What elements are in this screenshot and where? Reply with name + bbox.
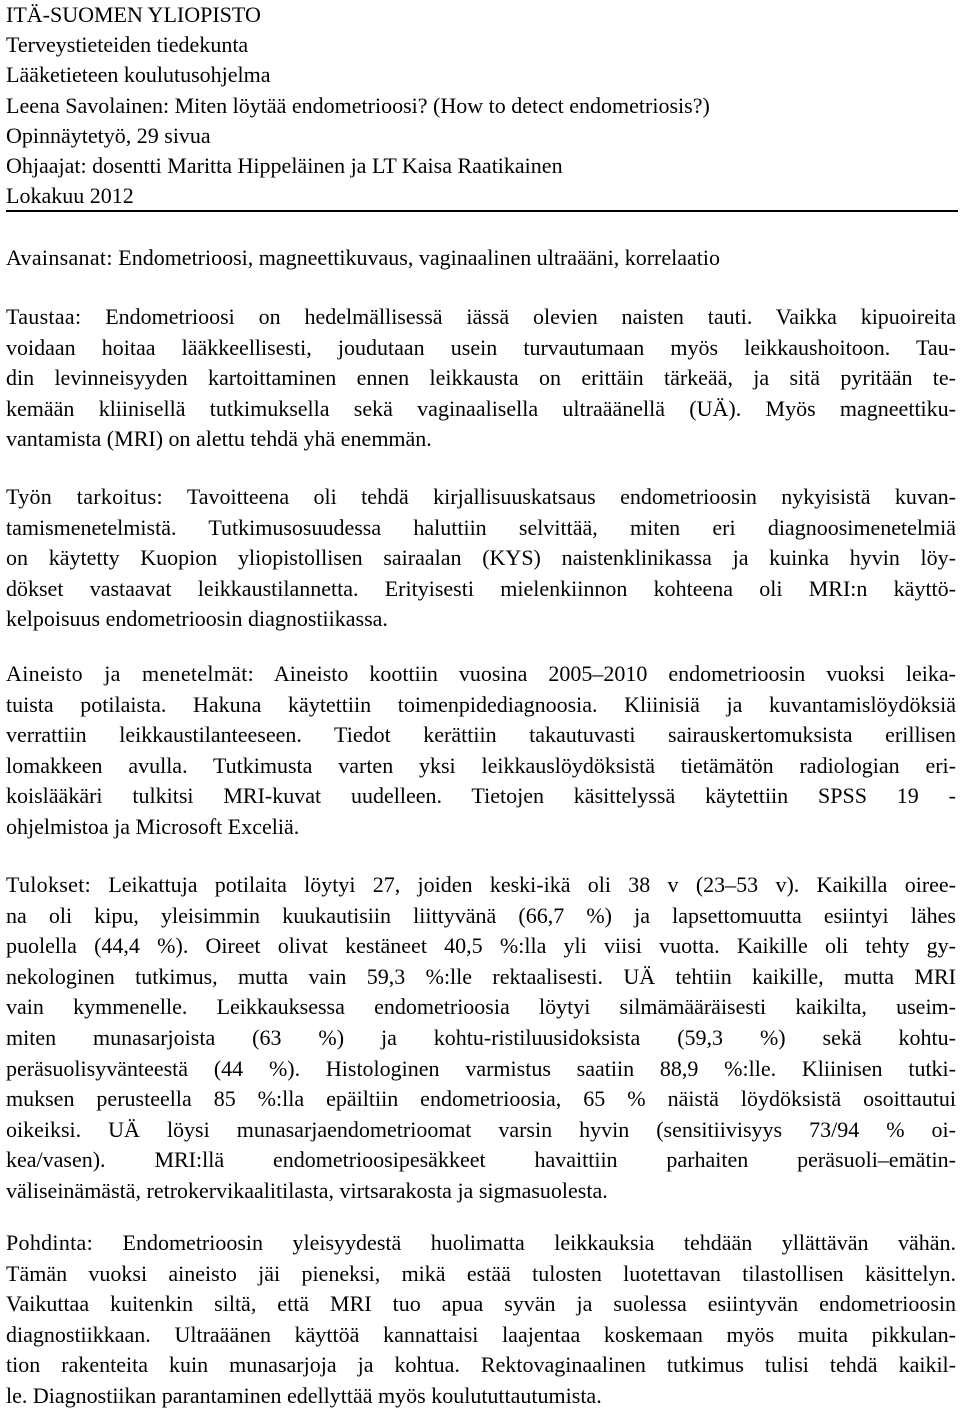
discussion-line: le. Diagnostiikan parantaminen edellyttää myös koulututtautumista. (6, 1382, 602, 1408)
programme-name: Lääketieteen koulutusohjelma (6, 62, 271, 88)
aim-label: Työn tarkoitus: (6, 484, 163, 509)
results-line: muksen perusteella 85 %:lla epäiltiin endometrioosia, 65 % näistä löydöksistä osoittautui (6, 1086, 956, 1112)
results-line: vain kymmenelle. Leikkauksessa endometrioosia löytyi silmämääräisesti kaikilta, useim- (6, 994, 956, 1020)
thesis-header (6, 0, 956, 211)
background-line: din levinneisyyden kartoittaminen ennen leikkausta on erittäin tärkeää, ja sitä pyritään te- (6, 365, 956, 391)
background-label: Taustaa: (6, 304, 82, 329)
aim-line: Tavoitteena oli tehdä kirjallisuuskatsaus endometrioosin nykyisistä kuvan- (162, 484, 956, 509)
results-line: miten munasarjoista (63 %) ja kohtu-ristiluusidoksista (59,3 %) sekä kohtu- (6, 1024, 956, 1050)
discussion-section (6, 1228, 956, 1412)
methods-line: verrattiin leikkaustilanteeseen. Tiedot kerättiin takautuvasti sairauskertomuksista erillisen (6, 722, 956, 748)
results-line: peräsuolisyvänteestä (44 %). Histologinen varmistus saatiin 88,9 %:lle. Kliinisen tutki- (6, 1055, 956, 1081)
results-label: Tulokset: (6, 872, 92, 897)
aim-section (6, 482, 956, 635)
results-line: na oli kipu, yleisimmin kuukautisiin liittyvänä (66,7 %) ja lapsettomuutta esiintyi lähes (6, 902, 956, 928)
university-name: ITÄ-SUOMEN YLIOPISTO (6, 2, 261, 27)
faculty-name: Terveystieteiden tiedekunta (6, 32, 249, 58)
aim-line: kelpoisuus endometrioosin diagnostiikassa. (6, 606, 388, 632)
aim-line: tamismenetelmistä. Tutkimusosuudessa haluttiin selvittää, miten eri diagnoosimenetelmiä (6, 514, 956, 540)
discussion-label: Pohdinta: (6, 1230, 94, 1255)
methods-section (6, 659, 956, 843)
thesis-supervisors: Ohjaajat: dosentti Maritta Hippeläinen ja LT Kaisa Raatikainen (6, 153, 563, 179)
methods-line: lomakkeen avulla. Tutkimusta varten yksi leikkauslöydöksistä tietämätön radiologian eri- (6, 752, 956, 778)
background-line: vantamista (MRI) on alettu tehdä yhä enemmän. (6, 426, 432, 452)
results-line: kea/vasen). MRI:llä endometrioosipesäkkeet havaittiin parhaiten peräsuoli–emätin- (6, 1147, 956, 1173)
results-line: oikeiksi. UÄ löysi munasarjaendometrioomat varsin hyvin (sensitiivisyys 73/94 % oi- (6, 1116, 956, 1142)
author-and-title: Leena Savolainen: Miten löytää endometrioosi? (How to detect endometriosis?) (6, 92, 710, 118)
results-line: puolella (44,4 %). Oireet olivat kestäneet 40,5 %:lla yli viisi vuotta. Kaikille oli tehty gy- (6, 933, 956, 959)
background-line: Endometrioosi on hedelmällisessä iässä olevien naisten tauti. Vaikka kipuoireita (81, 304, 956, 329)
keywords-section (6, 243, 956, 274)
background-section (6, 302, 956, 455)
results-line: nekologinen tutkimus, mutta vain 59,3 %:lle rektaalisesti. UÄ tehtiin kaikille, mutta MRI (6, 963, 956, 989)
aim-line: on käytetty Kuopion yliopistollisen sairaalan (KYS) naistenklinikassa ja kuinka hyvin löy- (6, 545, 956, 571)
methods-line: koislääkäri tulkitsi MRI-kuvat uudelleen. Tietojen käsittelyssä käytettiin SPSS 19 - (6, 783, 956, 809)
discussion-line: tion rakenteita kuin munasarjoja ja kohtua. Rektovaginaalinen tutkimus tulisi tehdä kaikil- (6, 1352, 956, 1378)
methods-line: Aineisto koottiin vuosina 2005–2010 endometrioosin vuoksi leika- (254, 661, 956, 686)
thesis-date: Lokakuu 2012 (6, 183, 134, 209)
discussion-line: Tämän vuoksi aineisto jäi pieneksi, mikä estää tulosten luotettavan tilastollisen käsittelyn. (6, 1260, 956, 1286)
methods-line: ohjelmistoa ja Microsoft Exceliä. (6, 813, 300, 839)
discussion-line: Vaikuttaa kuitenkin siltä, että MRI tuo apua syvän ja suolessa esiintyvän endometrioosin (6, 1291, 956, 1317)
discussion-line: Endometrioosin yleisyydestä huolimatta leikkauksia tehdään yllättävän vähän. (93, 1230, 956, 1255)
results-line: Leikattuja potilaita löytyi 27, joiden keski-ikä oli 38 v (23–53 v). Kaikilla oiree- (91, 872, 956, 897)
thesis-page-count: Opinnäytetyö, 29 sivua (6, 122, 211, 148)
methods-label: Aineisto ja menetelmät: (6, 661, 255, 686)
discussion-line: diagnostiikkaan. Ultraäänen käyttöä kannattaisi laajentaa koskemaan myös muita pikkulan- (6, 1321, 956, 1347)
results-line: väliseinämästä, retrokervikaalitilasta, virtsarakosta ja sigmasuolesta. (6, 1177, 608, 1203)
header-divider (6, 210, 958, 212)
keywords-label: Avainsanat: (6, 245, 113, 270)
results-section (6, 870, 956, 1207)
background-line: voidaan hoitaa lääkkeellisesti, joudutaan usein turvautumaan myös leikkaushoitoon. Tau- (6, 334, 956, 360)
background-line: kemään kliinisellä tutkimuksella sekä vaginaalisella ultraäänellä (UÄ). Myös magneettiku- (6, 395, 956, 421)
keywords-text: Endometrioosi, magneettikuvaus, vaginaalinen ultraääni, korrelaatio (112, 245, 720, 270)
aim-line: dökset vastaavat leikkaustilannetta. Erityisesti mielenkiinnon kohteena oli MRI:n käyttö- (6, 575, 956, 601)
methods-line: tuista potilaista. Hakuna käytettiin toimenpidediagnoosia. Kliinisiä ja kuvantamislöydöksiä (6, 691, 956, 717)
